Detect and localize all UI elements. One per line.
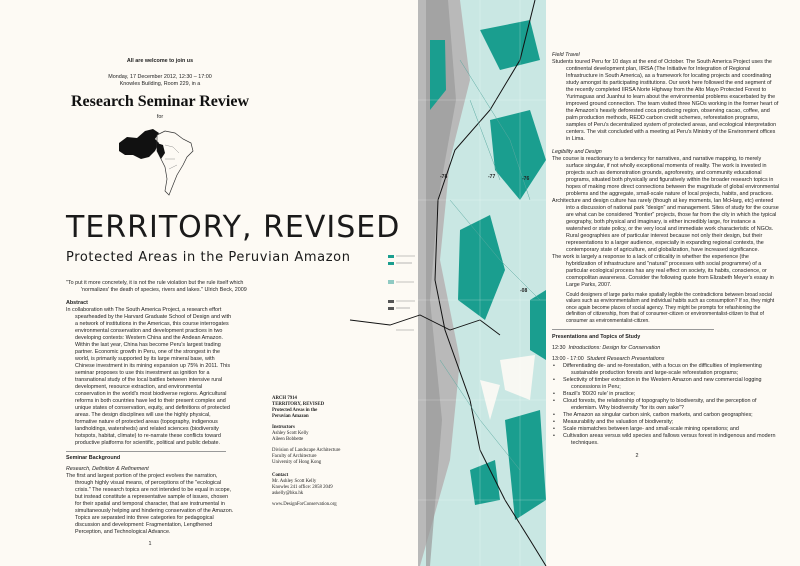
china-south-america-map-icon [115, 125, 210, 197]
topic-item: • The Amazon as singular carbon sink, carbon markets, and carbon geographies; [561, 412, 780, 419]
event-title: Research Seminar Review [70, 93, 250, 110]
topic-item: • Cloud forests, the relationship of topography to biodiversity, and the perception of endemism. Why biodiversity "for its own sake"? [561, 398, 780, 412]
page-number-left: 1 [148, 541, 152, 547]
instructors-label: Instructors [272, 425, 295, 430]
session-label: Student Research Presentations [586, 356, 665, 363]
course-subtitle-1: Protected Areas in the [272, 408, 318, 413]
course-code: ARCH 7914 [272, 396, 297, 401]
topics-list [552, 363, 780, 447]
instructor: Ashley Scott Kelly [272, 431, 309, 436]
legibility-para-1: The course is reactionary to a tendency for narratives, and narrative mapping, to merely surface singular, if not wholly exceptional moments of reality. The work is invested in projects such as demonstration grounds, agroforestry, and community educational programs, situated both physically and figuratively within the broader research topics in hopes of making more direct connections between the magnitude of global environmental problems and the aggregate, small-scale nature of local projects, habits, and practices. [552, 156, 780, 197]
map-label: -78 [440, 174, 448, 180]
background-heading: Seminar Background [66, 455, 121, 461]
intro-label: Introductions: Design for Conservation [568, 345, 661, 352]
contact-email[interactable]: askelly@hku.hk [272, 491, 304, 496]
topic-item: • Differentiating de- and re-forestation, with a focus on the difficulties of implementing sustainable production forests and large-scale reforestation programs; [561, 363, 780, 377]
left-text-column [66, 300, 234, 548]
session-time: 13:00 - 17:00 [552, 356, 584, 363]
map-label: -08 [520, 288, 528, 294]
welcome-text: All are welcome to join us [126, 58, 194, 64]
abstract-body: In collaboration with The South America Project, a research effort spearheaded by the Harvard Graduate School of Design and with a network of institutions in the Americas, this course interrogates environmental conservation and development practices in two developing contexts: Western China and the Andean Amazon. Within the last year, China has become Peru's largest trading partner. Economic growth in Peru, one of the strongest in the world, is primarily supported by its large mineral base, with Chinese investment in its mining expansion up 75% in 2011. This seminar proposes to use this investment as ignition for a transnational study of the local battles between intensive rural development, resource extraction, and environmental conservation in the world's most biodiverse regions. Agricultural reforms in both countries have led to their present complex and unique states of conservation, equity, and definitions of protected areas. The design disciplines will use the highly physical, formative nature of protected areas (topography, indigenous landholdings, watersheds) and related sciences (biodiversity hotspots, habitat, climate) to re-narrate these conflicts toward productive platforms for scientific, political and public debate. [66, 307, 232, 446]
map-label: -76 [522, 176, 530, 182]
presentations-heading: Presentations and Topics of Study [552, 334, 641, 341]
map-legend [388, 255, 415, 330]
divider [66, 451, 226, 452]
topic-item: • Measurability and the valuation of biodiversity; [561, 419, 780, 426]
peruvian-amazon-map [330, 0, 548, 566]
faculty: Faculty of Architecture [272, 454, 317, 459]
topic-item: • Selectivity of timber extraction in the Western Amazon and new commercial logging concessions in Peru; [561, 377, 780, 391]
quote-line-1: "To put it more concretely, it is not the rule violation but the rule itself which [66, 280, 244, 286]
map-label: -77 [488, 174, 496, 180]
for-text: for [156, 114, 164, 120]
legibility-para-2: Architecture and design culture has rarely (though at key moments, Ian McHarg, etc) entered into a discussion of national park "design" and management. Sites of study for the course are what can be considered "frontier" projects, those far from the city in which the typical geography, both physical and imaginary, is either incredibly large, for instance a watershed or state policy, or the very local and immediate work characteristic of NGOs. Rural geographies are of particular interest because not only their design, but their representations to a larger audience, especially in expanding regional contexts, the contemporary state of agriculture, and globalization, have increased significance. [552, 198, 779, 253]
quote-line-2: 'normalizes' the death of species, rivers and lakes." Ulrich Beck, 2009 [81, 287, 247, 293]
page-number-right: 2 [635, 453, 639, 460]
background-body: The first and largest portion of the project evolves the narration, through highly visual means, of perceptions of the "ecological crisis." The research topics are not intended to be equal in scope, but instead constitute a representative sample of issues, chosen for their spatial and temporal character, that are instrumental in simultaneously helping and hindering conservation of the Amazon. Topics are separated into three categories for pedagogical discussion and development: Fragmentation, Lengthened Perception, and Technological Advance. [66, 473, 234, 535]
abstract-section [66, 300, 234, 447]
right-text-column [552, 52, 780, 460]
legibility-para-3: The work is largely a response to a lack of criticality in whether the experience (the hybridization of infrastructure and "natural" processes with social programme) of a particular ecological process has any real effect on society, its habits, conscience, or cosmopolitan awareness. Consider the following quote from Elizabeth Meyer's essay in Large Parks, 2007. [552, 254, 774, 288]
meyer-quote: Could designers of large parks make spatially legible the contradictions between broad social values such as environmentalism and individual habits such as consumption? If so, they might once again become places of social agency. They might be prompts for refashioning the definition of citizenship, from that of consumer-citizen or environmentalist-citizen to that of consumer as environmentalist-citizen. [566, 292, 775, 324]
presentations-section [552, 334, 780, 447]
field-travel-section [552, 52, 780, 143]
beck-quote [66, 280, 346, 294]
contact-office: Knowles 241 office: 2858 2049 [272, 485, 333, 490]
instructor: Aileen Bobbette [272, 437, 304, 442]
main-title: TERRITORY, REVISED [66, 210, 401, 245]
topic-item: • Brazil's '80/20 rule' in practice; [561, 391, 780, 398]
field-travel-heading: Field Travel [552, 52, 580, 58]
contact-name: Mr. Ashley Scott Kelly [272, 479, 317, 484]
background-section [66, 455, 234, 536]
course-subtitle-2: Peruvian Amazon [272, 414, 309, 419]
website-link[interactable]: www.DesignForConservation.org [272, 502, 337, 507]
topic-item: • Scale mismatches between large- and small-scale mining operations; and [561, 426, 780, 433]
abstract-heading: Abstract [66, 300, 88, 306]
contact-label: Contact [272, 473, 289, 478]
legibility-section [552, 149, 780, 324]
background-subheading: Research, Definition & Refinement [66, 466, 149, 472]
field-travel-body: Students toured Peru for 10 days at the end of October. The South America Project uses the continental development plan, IIRSA (The Initiative for Integration of Regional Infrastructure in South America), as a framework for locating projects and coordinating study amongst its participating institutions. Our work here followed the end segment of the recently completed IIRSA Norte Highway from the Alto Mayo Protected Forest to Yurimaguas and Juanhui to learn about the environmental problems exacerbated by the improved ground connection. The team visited three NGOs working in the former heart of the Amazon's heavily deforested coca producing region, observing cacao, coffee, and palm production methods, REDD carbon credit schemes, reforestation programs, samples of Peru's decentralized system of protected areas, and ecological interpretation centers. The visit concluded with a meeting at Peru's Ministry of the Environment offices in Lima. [552, 59, 779, 142]
event-venue: Knowles Building, Room 229, in a [119, 81, 201, 87]
department: Division of Landscape Architecture [272, 448, 341, 453]
divider [552, 329, 714, 330]
subtitle: Protected Areas in the Peruvian Amazon [66, 250, 351, 265]
event-date: Monday, 17 December 2012, 12:30 – 17:00 [108, 74, 212, 80]
course-name: TERRITORY, REVISED [272, 402, 325, 407]
intro-time: 12:30 [552, 345, 566, 352]
legibility-heading: Legibility and Design [552, 149, 602, 155]
university: University of Hong Kong [272, 460, 322, 465]
topic-item: • Cultivation areas versus wild species and fallows versus forest in indigenous and modern techniques. [561, 433, 780, 447]
